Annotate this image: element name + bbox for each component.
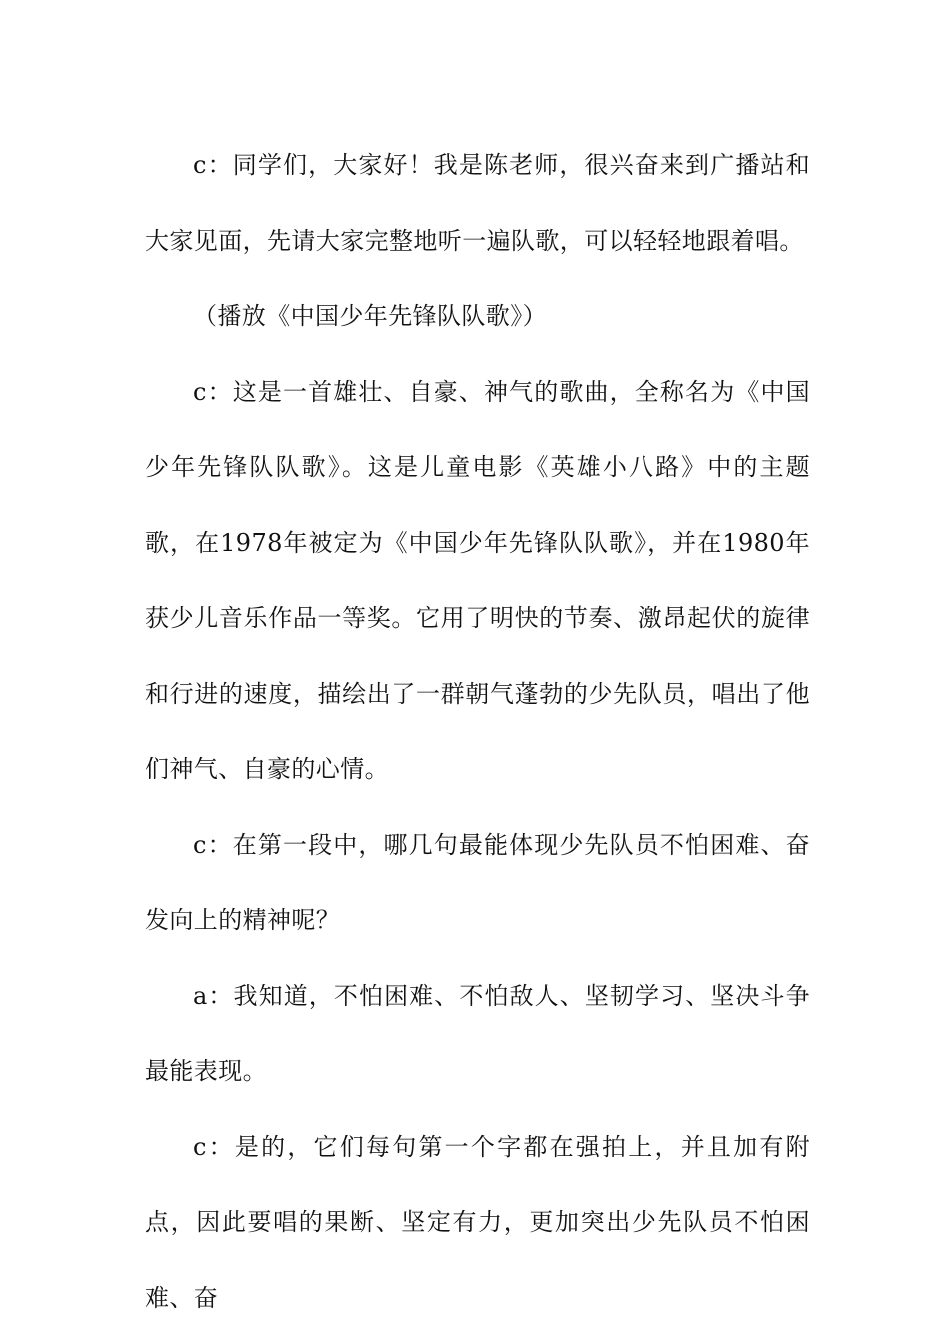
paragraph-play-anthem: （播放《中国少年先锋队队歌》）: [193, 302, 547, 330]
paragraph-teacher-explanation: c：是的，它们每句第一个字都在强拍上，并且加有附点，因此要唱的果断、坚定有力，更加突出少先队员不怕困难、奋: [145, 1132, 810, 1312]
paragraph-anthem-description: c：这是一首雄壮、自豪、神气的歌曲，全称名为《中国少年先锋队队歌》。这是儿童电影《英雄小八路》中的主题歌，在1978年被定为《中国少年先锋队队歌》，并在1980年获少儿音乐作品一等奖。它用了明快的节奏、激昂起伏的旋律和行进的速度，描绘出了一群朝气蓬勃的少先队员，唱出了他们神气、自豪的心情。: [145, 377, 810, 783]
paragraph-teacher-greeting: c：同学们，大家好！我是陈老师，很兴奋来到广播站和大家见面，先请大家完整地听一遍队歌，可以轻轻地跟着唱。: [145, 151, 810, 255]
paragraph-teacher-question: c：在第一段中，哪几句最能体现少先队员不怕困难、奋发向上的精神呢？: [145, 830, 810, 934]
document-body: [145, 128, 810, 1336]
paragraph-student-answer: a：我知道，不怕困难、不怕敌人、坚韧学习、坚决斗争最能表现。: [145, 981, 810, 1085]
